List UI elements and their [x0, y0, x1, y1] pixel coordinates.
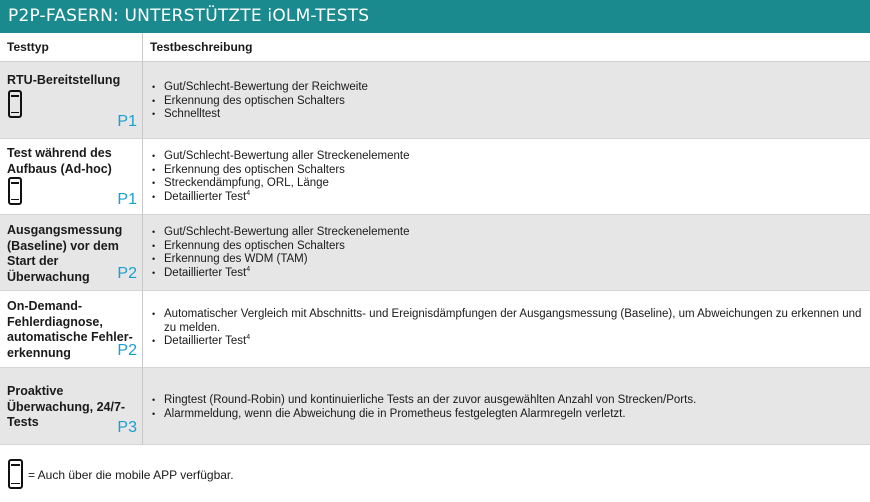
table-row — [0, 368, 870, 445]
phase-label: P2 — [117, 265, 137, 282]
smartphone-icon — [8, 90, 22, 118]
test-type: Ausgangsmessung (Baseline) vor dem Start der Überwachung — [7, 223, 123, 284]
phase-label: P3 — [117, 419, 137, 436]
list-item: • Gut/Schlecht-Bewertung der Reichweite — [150, 81, 865, 95]
test-type: On-Demand-Fehlerdiagnose, automatische Fehler-erkennung — [7, 299, 133, 360]
legend-text: = Auch über die mobile APP verfügbar. — [28, 468, 234, 482]
list-item: • Erkennung des optischen Schalters — [150, 95, 865, 109]
phase-label: P2 — [117, 342, 137, 359]
list-item: • Erkennung des optischen Schalters — [150, 164, 865, 178]
list-item: • Erkennung des WDM (TAM) — [150, 253, 865, 267]
header-testbeschreibung: Testbeschreibung — [150, 40, 253, 54]
table-row — [0, 291, 870, 368]
list-item: • Gut/Schlecht-Bewertung aller Streckenelemente — [150, 226, 865, 240]
test-type: Proaktive Überwachung, 24/7-Tests — [7, 384, 126, 429]
header-testtyp: Testtyp — [7, 40, 49, 54]
smartphone-icon — [8, 459, 23, 489]
table-row — [0, 62, 870, 139]
phase-label: P1 — [117, 191, 137, 208]
smartphone-icon — [8, 177, 22, 205]
list-item: • Gut/Schlecht-Bewertung aller Streckenelemente — [150, 150, 865, 164]
table-row — [0, 215, 870, 291]
test-type: RTU-Bereitstellung — [7, 73, 121, 87]
list-item: • Alarmmeldung, wenn die Abweichung die in Prometheus festgelegten Alarmregeln verletzt. — [150, 408, 865, 422]
test-description — [150, 81, 865, 122]
list-item: • Detaillierter Test$^4$ — [150, 335, 865, 349]
test-description — [150, 150, 865, 204]
page-title: P2P-FASERN: UNTERSTÜTZTE iOLM-TESTS — [0, 0, 870, 33]
list-item: • Erkennung des optischen Schalters — [150, 240, 865, 254]
test-description — [150, 394, 865, 421]
list-item: • Automatischer Vergleich mit Abschnitts- und Ereignisdämpfungen der Ausgangsmessung (Baseline), um Abweichungen zu erkennen und zu melden. — [150, 308, 865, 335]
list-item: • Schnelltest — [150, 108, 865, 122]
list-item: • Detaillierter Test$^4$ — [150, 191, 865, 205]
test-type: Test während des Aufbaus (Ad-hoc) — [7, 146, 112, 176]
list-item: • Ringtest (Round-Robin) und kontinuierliche Tests an der zuvor ausgewählten Anzahl von Strecken/Ports. — [150, 394, 865, 408]
list-item: • Streckendämpfung, ORL, Länge — [150, 177, 865, 191]
table-header — [0, 33, 870, 62]
test-description — [150, 308, 865, 349]
list-item: • Detaillierter Test$^4$ — [150, 267, 865, 281]
table-row — [0, 139, 870, 215]
phase-label: P1 — [117, 113, 137, 130]
test-description — [150, 226, 865, 280]
